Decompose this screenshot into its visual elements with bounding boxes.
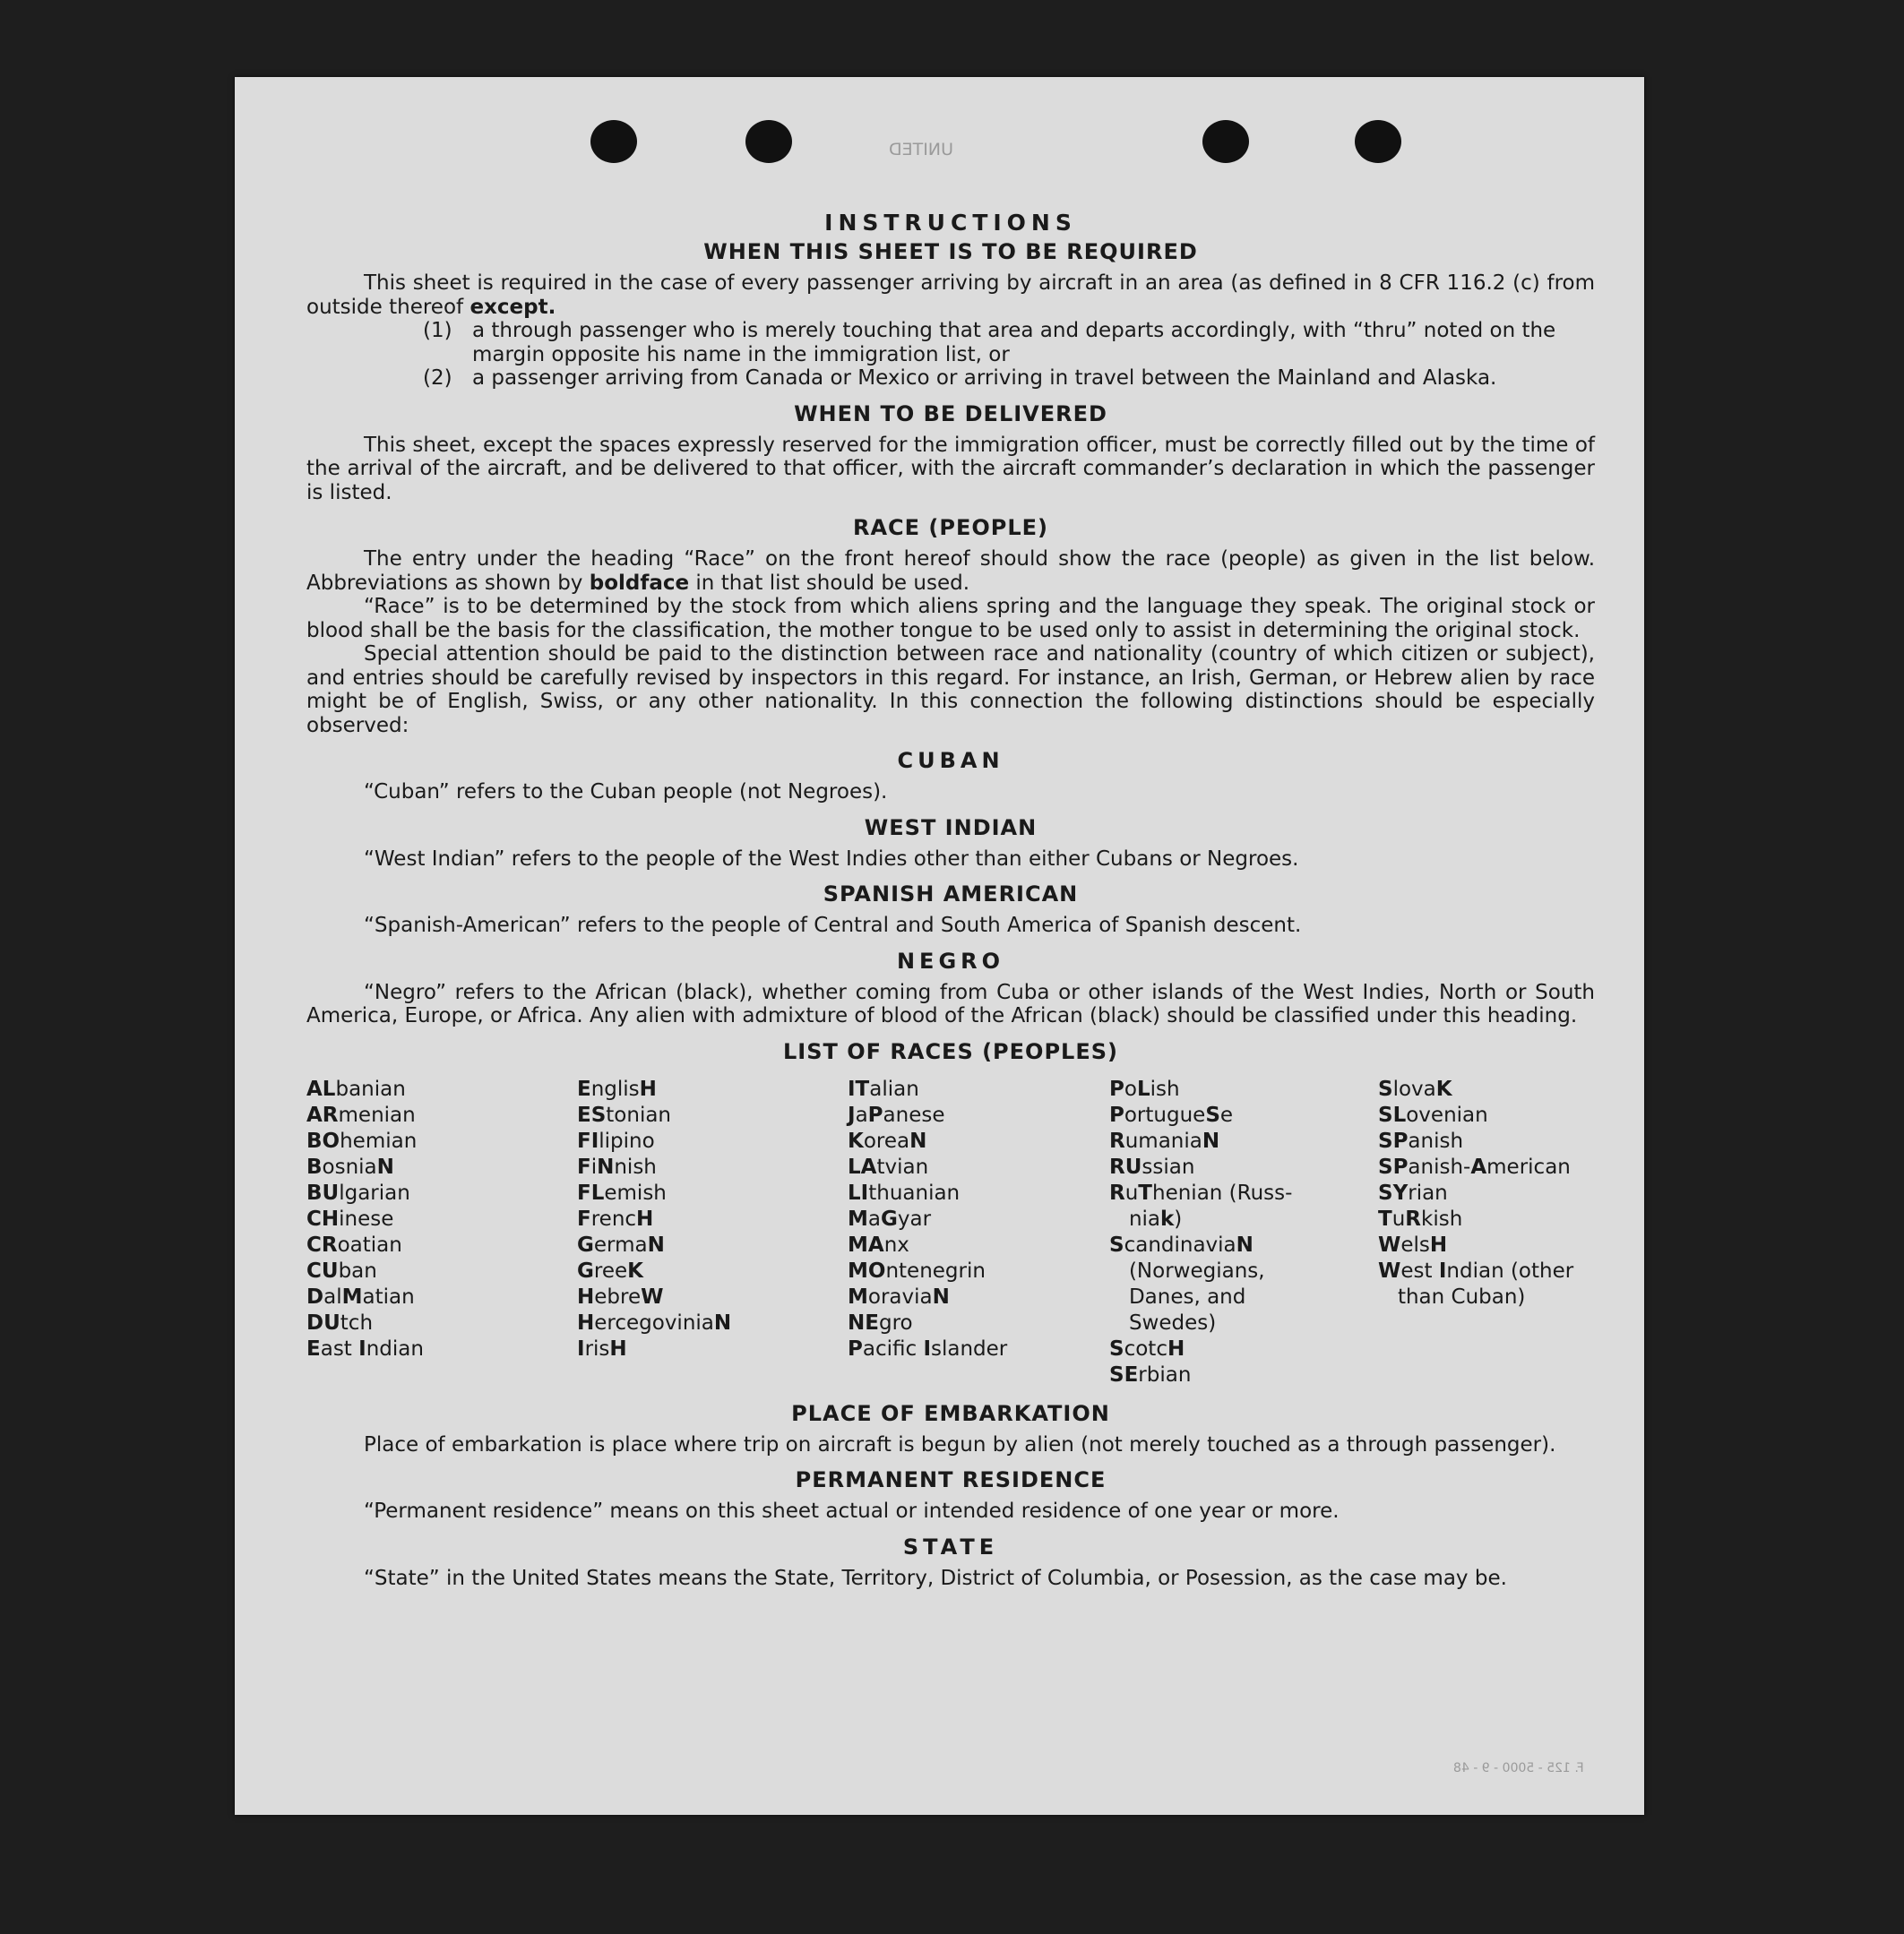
race-text: atian bbox=[362, 1285, 415, 1309]
race-text: banian bbox=[335, 1077, 406, 1101]
race-text: a bbox=[855, 1103, 868, 1127]
race-abbreviation: N bbox=[713, 1311, 732, 1335]
race-abbreviation: k bbox=[1160, 1207, 1175, 1231]
race-entry bbox=[577, 1155, 848, 1181]
race-abbreviation: LA bbox=[848, 1155, 877, 1179]
race-entry bbox=[577, 1337, 848, 1362]
race-entry bbox=[1378, 1155, 1602, 1181]
race-entry bbox=[577, 1181, 848, 1207]
instructions-body bbox=[306, 210, 1595, 1590]
race-abbreviation: E bbox=[306, 1337, 321, 1361]
race-text: ndian (other than Cuban) bbox=[1397, 1259, 1574, 1309]
race-column-2 bbox=[577, 1077, 848, 1388]
race-abbreviation: LI bbox=[848, 1181, 869, 1205]
race-abbreviation: H bbox=[1167, 1337, 1185, 1361]
race-entry bbox=[1109, 1337, 1378, 1362]
race-abbreviation: SP bbox=[1378, 1129, 1409, 1153]
race-entry bbox=[577, 1311, 848, 1337]
race-text: renc bbox=[590, 1207, 637, 1231]
race-abbreviation: N bbox=[1236, 1233, 1254, 1257]
race-text: thuanian bbox=[868, 1181, 961, 1205]
race-abbreviation: W bbox=[641, 1285, 664, 1309]
race-text: tonian bbox=[606, 1103, 672, 1127]
spanish-american-heading: SPANISH AMERICAN bbox=[823, 881, 1079, 907]
race-abbreviation: N bbox=[1202, 1129, 1220, 1153]
race-abbreviation: G bbox=[577, 1259, 594, 1283]
when-delivered-text: This sheet, except the spaces expressly reserved for the immigration officer, must be correctly filled out by the time of the arrival of the aircraft, and be delivered to that officer, with the aircraft commander’s declaration in which the passenger is listed. bbox=[306, 433, 1595, 504]
race-text: lipino bbox=[599, 1129, 655, 1153]
race-abbreviation: K bbox=[848, 1129, 864, 1153]
race-abbreviation: I bbox=[358, 1337, 366, 1361]
race-abbreviation: T bbox=[1138, 1181, 1152, 1205]
race-entry bbox=[848, 1233, 1109, 1259]
race-abbreviation: ES bbox=[577, 1103, 607, 1127]
race-entry bbox=[306, 1155, 577, 1181]
race-entry bbox=[848, 1259, 1109, 1285]
race-abbreviation: W bbox=[1378, 1259, 1401, 1283]
race-text: a bbox=[867, 1207, 881, 1231]
cuban-heading: CUBAN bbox=[897, 748, 1004, 773]
race-abbreviation: CU bbox=[306, 1259, 339, 1283]
race-entry bbox=[848, 1285, 1109, 1311]
race-entry bbox=[306, 1259, 577, 1285]
race-entry bbox=[1378, 1207, 1602, 1233]
race-abbreviation: I bbox=[923, 1337, 931, 1361]
race-abbreviation: MA bbox=[848, 1233, 884, 1257]
race-entry bbox=[577, 1103, 848, 1129]
race-entry bbox=[1109, 1077, 1378, 1103]
race-abbreviation: I bbox=[577, 1337, 585, 1361]
race-abbreviation: AR bbox=[306, 1103, 339, 1127]
race-text: est bbox=[1400, 1259, 1439, 1283]
race-abbreviation: MO bbox=[848, 1259, 886, 1283]
when-required-text: This sheet is required in the case of every passenger arriving by aircraft in an area (as defined in 8 CFR 116.2 (c) from outside thereof bbox=[306, 271, 1595, 319]
race-text: candinavia bbox=[1124, 1233, 1236, 1257]
race-abbreviation: H bbox=[609, 1337, 627, 1361]
race-abbreviation: H bbox=[577, 1285, 595, 1309]
race-text: slander bbox=[931, 1337, 1008, 1361]
race-text-1a: The entry under the heading “Race” on the front hereof should show the race (people) as given in the list below. Abbreviations as shown by bbox=[306, 547, 1595, 595]
race-entry bbox=[848, 1337, 1109, 1362]
race-entry bbox=[306, 1285, 577, 1311]
race-paragraph-2: “Race” is to be determined by the stock from which aliens spring and the language they speak. The original stock or blood shall be the basis for the classification, the mother tongue to be used only to assist in determining the original stock. bbox=[306, 595, 1595, 642]
negro-text: “Negro” refers to the African (black), whether coming from Cuba or other islands of the West Indies, North or South America, Europe, or Africa. Any alien with admixture of blood of the African (black) should be classified under this heading. bbox=[306, 980, 1595, 1027]
race-text-boldface: boldface bbox=[589, 571, 690, 595]
race-text: u bbox=[1391, 1207, 1406, 1231]
race-abbreviation: E bbox=[577, 1077, 591, 1101]
race-entry bbox=[1109, 1181, 1378, 1233]
race-abbreviation: K bbox=[627, 1259, 643, 1283]
race-text: i bbox=[590, 1155, 598, 1179]
race-entry bbox=[1109, 1155, 1378, 1181]
race-abbreviation: N bbox=[909, 1129, 927, 1153]
race-abbreviation: A bbox=[1470, 1155, 1487, 1179]
race-entry bbox=[306, 1233, 577, 1259]
race-abbreviation: SY bbox=[1378, 1181, 1409, 1205]
instructions-title: INSTRUCTIONS bbox=[824, 210, 1077, 236]
race-entry bbox=[848, 1311, 1109, 1337]
exception-text: a through passenger who is merely touching that area and departs accordingly, with “thru” noted on the margin opposite his name in the immigration list, or bbox=[472, 319, 1556, 366]
race-entry bbox=[1109, 1362, 1378, 1388]
race-text: umania bbox=[1124, 1129, 1202, 1153]
when-required-paragraph bbox=[306, 271, 1595, 319]
race-abbreviation: IT bbox=[848, 1077, 870, 1101]
race-abbreviation: N bbox=[376, 1155, 394, 1179]
race-abbreviation: FL bbox=[577, 1181, 605, 1205]
west-indian-heading: WEST INDIAN bbox=[864, 814, 1038, 840]
race-entry bbox=[848, 1077, 1109, 1103]
race-entry bbox=[1378, 1103, 1602, 1129]
race-abbreviation: M bbox=[848, 1207, 868, 1231]
race-text: ris bbox=[584, 1337, 610, 1361]
race-text: acific bbox=[862, 1337, 924, 1361]
race-abbreviation: BO bbox=[306, 1129, 340, 1153]
when-delivered-heading: WHEN TO BE DELIVERED bbox=[794, 400, 1107, 426]
race-column-5 bbox=[1378, 1077, 1602, 1388]
race-entry bbox=[848, 1207, 1109, 1233]
race-text: ish bbox=[1150, 1077, 1180, 1101]
race-entry bbox=[1109, 1129, 1378, 1155]
race-abbreviation: CH bbox=[306, 1207, 340, 1231]
race-abbreviation: P bbox=[1109, 1077, 1124, 1101]
race-text: ortugue bbox=[1124, 1103, 1206, 1127]
race-entry bbox=[306, 1181, 577, 1207]
race-abbreviation: H bbox=[577, 1311, 595, 1335]
race-entry bbox=[306, 1077, 577, 1103]
race-abbreviation: H bbox=[639, 1077, 657, 1101]
race-entry bbox=[848, 1129, 1109, 1155]
exception-number: (2) bbox=[423, 366, 452, 390]
race-text: al bbox=[323, 1285, 342, 1309]
race-abbreviation: D bbox=[306, 1285, 324, 1309]
document-sheet bbox=[235, 77, 1644, 1815]
race-entry bbox=[1109, 1103, 1378, 1129]
race-text: ovenian bbox=[1406, 1103, 1488, 1127]
race-text: anish bbox=[1408, 1129, 1464, 1153]
race-entry bbox=[1378, 1233, 1602, 1259]
race-abbreviation: SE bbox=[1109, 1362, 1139, 1387]
embarkation-text: Place of embarkation is place where trip on aircraft is begun by alien (not merely touched as a through passenger). bbox=[364, 1432, 1556, 1457]
race-text: rian bbox=[1408, 1181, 1448, 1205]
race-text: oatian bbox=[337, 1233, 402, 1257]
race-abbreviation: M bbox=[341, 1285, 363, 1309]
race-entry bbox=[306, 1311, 577, 1337]
race-entry bbox=[577, 1129, 848, 1155]
race-text: o bbox=[1124, 1077, 1137, 1101]
race-text: merican bbox=[1486, 1155, 1571, 1179]
race-abbreviation: R bbox=[1405, 1207, 1421, 1231]
race-abbreviation: FI bbox=[577, 1129, 599, 1153]
punch-hole-4 bbox=[1355, 120, 1401, 163]
race-entry bbox=[1378, 1077, 1602, 1103]
race-text: alian bbox=[869, 1077, 919, 1101]
race-text: yar bbox=[897, 1207, 932, 1231]
race-abbreviation: R bbox=[1109, 1181, 1125, 1205]
race-text: menian bbox=[338, 1103, 416, 1127]
race-abbreviation: F bbox=[577, 1207, 591, 1231]
state-text: “State” in the United States means the State, Territory, District of Columbia, or Posession, as the case may be. bbox=[364, 1566, 1507, 1590]
race-entry bbox=[848, 1155, 1109, 1181]
race-text: erma bbox=[593, 1233, 648, 1257]
race-entry bbox=[1109, 1233, 1378, 1337]
race-abbreviation: N bbox=[597, 1155, 615, 1179]
race-abbreviation: H bbox=[1429, 1233, 1448, 1257]
race-abbreviation: S bbox=[1109, 1337, 1124, 1361]
race-abbreviation: BU bbox=[306, 1181, 340, 1205]
when-required-except: except. bbox=[470, 295, 556, 319]
race-text: nx bbox=[883, 1233, 909, 1257]
race-abbreviation: W bbox=[1378, 1233, 1401, 1257]
race-entry bbox=[1378, 1181, 1602, 1207]
race-abbreviation: DU bbox=[306, 1311, 340, 1335]
race-text: (Norwegians, Danes, and Swedes) bbox=[1128, 1259, 1265, 1335]
race-abbreviation: S bbox=[1205, 1103, 1220, 1127]
race-text: ntenegrin bbox=[885, 1259, 986, 1283]
race-text: ssian bbox=[1142, 1155, 1195, 1179]
race-text: tvian bbox=[876, 1155, 929, 1179]
race-text: nglis bbox=[590, 1077, 640, 1101]
race-abbreviation: S bbox=[1109, 1233, 1124, 1257]
race-text: osnia bbox=[322, 1155, 377, 1179]
race-entry bbox=[848, 1103, 1109, 1129]
race-text: cotc bbox=[1124, 1337, 1167, 1361]
race-text: anish- bbox=[1408, 1155, 1471, 1179]
race-text: rbian bbox=[1138, 1362, 1192, 1387]
race-text: hemian bbox=[340, 1129, 418, 1153]
race-abbreviation: I bbox=[1438, 1259, 1447, 1283]
race-entry bbox=[1378, 1259, 1602, 1311]
race-text: ) bbox=[1174, 1207, 1183, 1231]
list-of-races-heading: LIST OF RACES (PEOPLES) bbox=[783, 1038, 1118, 1064]
race-entry bbox=[306, 1337, 577, 1362]
race-abbreviation: G bbox=[881, 1207, 898, 1231]
race-abbreviation: R bbox=[1109, 1129, 1125, 1153]
race-text: orea bbox=[863, 1129, 910, 1153]
race-abbreviation: S bbox=[1378, 1077, 1393, 1101]
race-entry bbox=[577, 1207, 848, 1233]
race-abbreviation: K bbox=[1435, 1077, 1452, 1101]
spanish-american-text: “Spanish-American” refers to the people of Central and South America of Spanish descent. bbox=[364, 914, 1302, 937]
race-abbreviation: B bbox=[306, 1155, 323, 1179]
residence-text: “Permanent residence” means on this sheet actual or intended residence of one year or more. bbox=[364, 1500, 1340, 1523]
race-paragraph-3: Special attention should be paid to the distinction between race and nationality (country of which citizen or subject), and entries should be carefully revised by inspectors in this regard. For instance, an Irish, German, or Hebrew alien by race might be of English, Swiss, or any other nationality. In this connection the following distinctions should be especially observed: bbox=[306, 642, 1595, 737]
race-abbreviation: L bbox=[1136, 1077, 1150, 1101]
when-required-heading: WHEN THIS SHEET IS TO BE REQUIRED bbox=[703, 239, 1198, 264]
race-abbreviation: N bbox=[932, 1285, 950, 1309]
punch-hole-1 bbox=[590, 120, 637, 163]
cuban-text: “Cuban” refers to the Cuban people (not Negroes). bbox=[364, 780, 888, 804]
race-abbreviation: SP bbox=[1378, 1155, 1409, 1179]
race-text: inese bbox=[339, 1207, 394, 1231]
race-text: ebre bbox=[594, 1285, 642, 1309]
race-abbreviation: N bbox=[647, 1233, 665, 1257]
bleed-through-header: UNITED bbox=[889, 140, 953, 159]
race-text: nish bbox=[614, 1155, 657, 1179]
race-column-3 bbox=[848, 1077, 1109, 1388]
race-text: e bbox=[1219, 1103, 1234, 1127]
race-abbreviation: SL bbox=[1378, 1103, 1407, 1127]
race-text: ndian bbox=[366, 1337, 424, 1361]
embarkation-heading: PLACE OF EMBARKATION bbox=[791, 1400, 1110, 1426]
race-entry bbox=[577, 1077, 848, 1103]
race-list bbox=[306, 1077, 1595, 1388]
bleed-through-footer-code: F. 125 - 5000 - 9 - 48 bbox=[1453, 1761, 1584, 1775]
race-text: emish bbox=[604, 1181, 667, 1205]
race-text: kish bbox=[1421, 1207, 1463, 1231]
race-entry bbox=[306, 1129, 577, 1155]
race-abbreviation: H bbox=[636, 1207, 654, 1231]
race-text: lova bbox=[1392, 1077, 1436, 1101]
race-entry bbox=[577, 1233, 848, 1259]
race-abbreviation: P bbox=[1109, 1103, 1124, 1127]
race-abbreviation: T bbox=[1378, 1207, 1392, 1231]
race-column-1 bbox=[306, 1077, 577, 1388]
race-abbreviation: NE bbox=[848, 1311, 879, 1335]
race-entry bbox=[577, 1259, 848, 1285]
race-text-1b: in that list should be used. bbox=[695, 571, 970, 595]
race-text: ree bbox=[593, 1259, 628, 1283]
negro-heading: NEGRO bbox=[896, 948, 1005, 974]
race-text: gro bbox=[878, 1311, 913, 1335]
race-abbreviation: P bbox=[867, 1103, 883, 1127]
race-text: u bbox=[1124, 1181, 1139, 1205]
race-entry bbox=[577, 1285, 848, 1311]
west-indian-text: “West Indian” refers to the people of the West Indies other than either Cubans or Negroes. bbox=[364, 847, 1299, 871]
race-abbreviation: F bbox=[577, 1155, 591, 1179]
state-heading: STATE bbox=[902, 1534, 999, 1560]
race-paragraph-1 bbox=[306, 547, 1595, 595]
race-column-4 bbox=[1109, 1077, 1378, 1388]
race-abbreviation: M bbox=[848, 1285, 868, 1309]
punch-hole-3 bbox=[1202, 120, 1249, 163]
race-entry bbox=[306, 1103, 577, 1129]
race-text: henian (Russ- nia bbox=[1128, 1181, 1293, 1231]
race-text: ban bbox=[338, 1259, 377, 1283]
race-entry bbox=[306, 1207, 577, 1233]
punch-hole-2 bbox=[745, 120, 792, 163]
exception-text: a passenger arriving from Canada or Mexico or arriving in travel between the Mainland and Alaska. bbox=[472, 366, 1497, 390]
race-text: oravia bbox=[867, 1285, 933, 1309]
race-entry bbox=[1378, 1129, 1602, 1155]
race-text: tch bbox=[340, 1311, 374, 1335]
race-text: anese bbox=[883, 1103, 945, 1127]
race-abbreviation: CR bbox=[306, 1233, 338, 1257]
race-text: ast bbox=[320, 1337, 359, 1361]
race-abbreviation: RU bbox=[1109, 1155, 1142, 1179]
race-abbreviation: AL bbox=[306, 1077, 336, 1101]
exception-item bbox=[423, 366, 1595, 391]
race-entry bbox=[848, 1181, 1109, 1207]
residence-heading: PERMANENT RESIDENCE bbox=[795, 1467, 1107, 1492]
exception-number: (1) bbox=[423, 319, 452, 342]
exception-item bbox=[423, 319, 1595, 366]
race-heading: RACE (PEOPLE) bbox=[852, 515, 1049, 540]
race-text: els bbox=[1400, 1233, 1430, 1257]
race-text: ercegovinia bbox=[594, 1311, 714, 1335]
exceptions-list bbox=[423, 319, 1595, 391]
race-abbreviation: J bbox=[848, 1103, 856, 1127]
race-abbreviation: G bbox=[577, 1233, 594, 1257]
race-abbreviation: P bbox=[848, 1337, 863, 1361]
race-text: lgarian bbox=[339, 1181, 410, 1205]
